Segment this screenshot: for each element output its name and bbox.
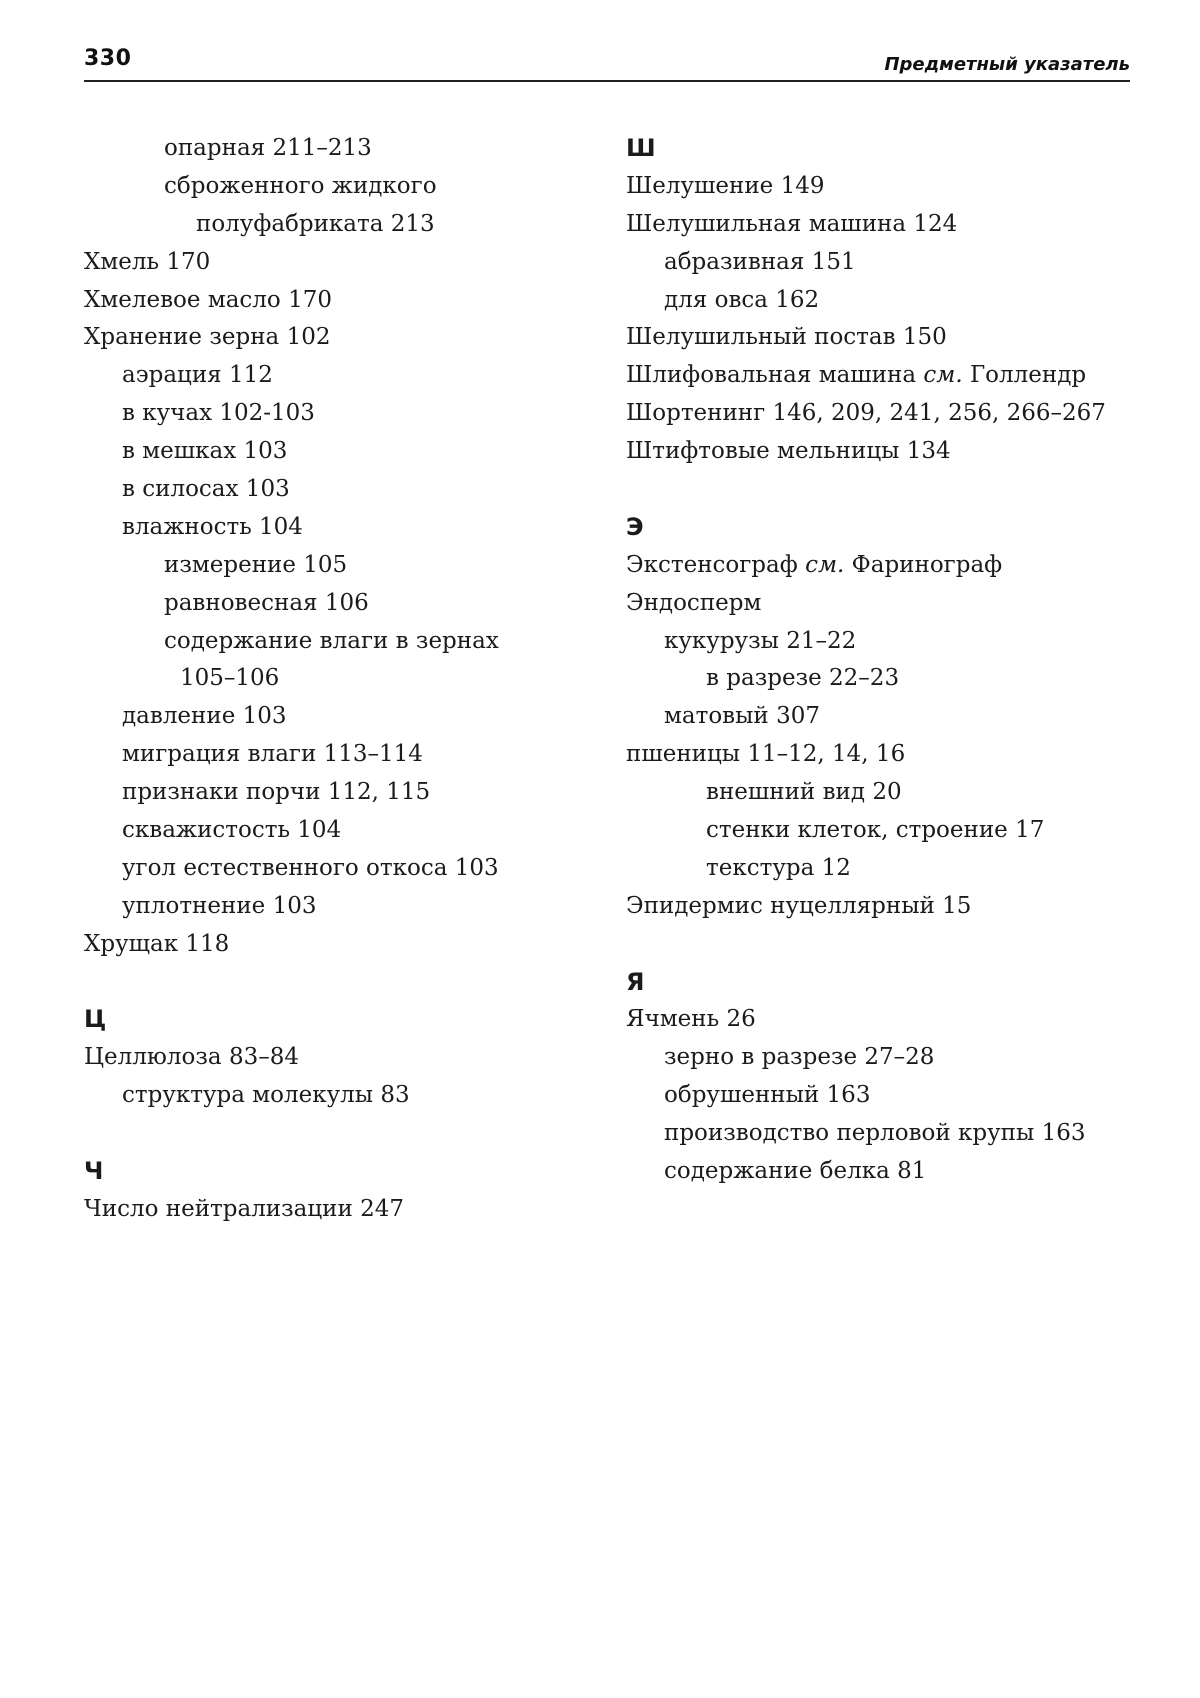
page-number: 330 xyxy=(84,46,132,71)
index-subsubentry: стенки клеток, строение 17 xyxy=(706,817,1045,844)
section-gap xyxy=(626,926,1146,964)
index-subsubentry: измерение 105 xyxy=(164,551,348,578)
index-entry: Шелушильный постав 150 xyxy=(626,324,947,351)
section-gap xyxy=(626,471,1146,509)
index-subentry: структура молекулы 83 xyxy=(122,1082,410,1109)
index-entry: Шортенинг 146, 209, 241, 256, 266–267 xyxy=(626,400,1106,427)
index-subentry: влажность 104 xyxy=(122,513,303,540)
index-subsubentry: текстура 12 xyxy=(706,854,851,881)
index-entry: Эпидермис нуцеллярный 15 xyxy=(626,892,972,919)
index-entry: Число нейтрализации 247 xyxy=(84,1195,405,1222)
letter-heading: Ш xyxy=(626,134,656,162)
index-subsubentry: внешний вид 20 xyxy=(706,779,902,806)
index-subentry: признаки порчи 112, 115 xyxy=(122,779,431,806)
index-entry: пшеницы 11–12, 14, 16 xyxy=(626,741,906,768)
index-entry: Эндосперм xyxy=(626,589,762,616)
page-header xyxy=(84,40,1130,84)
index-entry: Хмель 170 xyxy=(84,248,211,275)
letter-heading: Ч xyxy=(84,1157,104,1186)
index-entry: Хрущак 118 xyxy=(84,930,230,957)
index-subentry: производство перловой крупы 163 xyxy=(664,1120,1086,1147)
index-column-right xyxy=(626,130,1146,1191)
see-marker: см. xyxy=(923,362,963,389)
index-subentry: содержание белка 81 xyxy=(664,1158,927,1185)
index-subentry: зерно в разрезе 27–28 xyxy=(664,1044,935,1071)
entry-term: Экстенсограф xyxy=(626,551,806,578)
running-head: Предметный указатель xyxy=(884,54,1130,75)
section-gap xyxy=(84,964,604,1002)
index-subentry: для овса 162 xyxy=(664,286,820,313)
index-entry-see-reference xyxy=(626,357,1146,395)
index-subsubentry: сброженного жидкого xyxy=(164,172,437,199)
index-subentry: аэрация 112 xyxy=(122,362,273,389)
index-subsubentry: опарная 211–213 xyxy=(164,135,372,161)
index-subentry: угол естественного откоса 103 xyxy=(122,854,499,881)
letter-heading: Я xyxy=(626,967,645,996)
letter-heading: Ц xyxy=(84,1005,107,1034)
index-subentry: скважистость 104 xyxy=(122,817,342,844)
see-target: Фаринограф xyxy=(844,551,1003,578)
index-subentry: обрушенный 163 xyxy=(664,1082,871,1109)
index-subentry: кукурузы 21–22 xyxy=(664,627,857,654)
index-subentry: матовый 307 xyxy=(664,703,820,730)
index-entry: Хранение зерна 102 xyxy=(84,324,331,351)
index-subentry: миграция влаги 113–114 xyxy=(122,741,423,768)
index-subentry: уплотнение 103 xyxy=(122,892,317,919)
see-marker: см. xyxy=(805,551,845,578)
section-gap xyxy=(84,1115,604,1153)
index-entry-continuation: полуфабриката 213 xyxy=(196,210,435,237)
index-subsubentry: в разрезе 22–23 xyxy=(706,665,900,692)
index-entry: Хмелевое масло 170 xyxy=(84,286,332,313)
index-subentry: в мешках 103 xyxy=(122,438,288,465)
index-subentry: абразивная 151 xyxy=(664,248,856,275)
index-subsubentry: содержание влаги в зернах xyxy=(164,627,499,654)
index-subsubentry: равновесная 106 xyxy=(164,589,369,616)
index-entry: Целлюлоза 83–84 xyxy=(84,1044,299,1071)
index-entry: Шелушильная машина 124 xyxy=(626,210,958,237)
index-entry: Штифтовые мельницы 134 xyxy=(626,438,951,465)
letter-heading: Э xyxy=(626,512,644,541)
index-column-left xyxy=(84,130,604,1229)
index-entry: Шелушение 149 xyxy=(626,172,825,199)
index-subentry: давление 103 xyxy=(122,703,287,730)
index-subentry: в силосах 103 xyxy=(122,476,290,503)
index-subentry: в кучах 102-103 xyxy=(122,400,315,427)
index-entry-continuation: 105–106 xyxy=(180,665,280,692)
see-target: Голлендр xyxy=(962,362,1087,389)
entry-term: Шлифовальная машина xyxy=(626,362,924,389)
index-entry: Ячмень 26 xyxy=(626,1006,756,1033)
index-entry-see-reference xyxy=(626,547,1146,585)
header-rule xyxy=(84,80,1130,82)
